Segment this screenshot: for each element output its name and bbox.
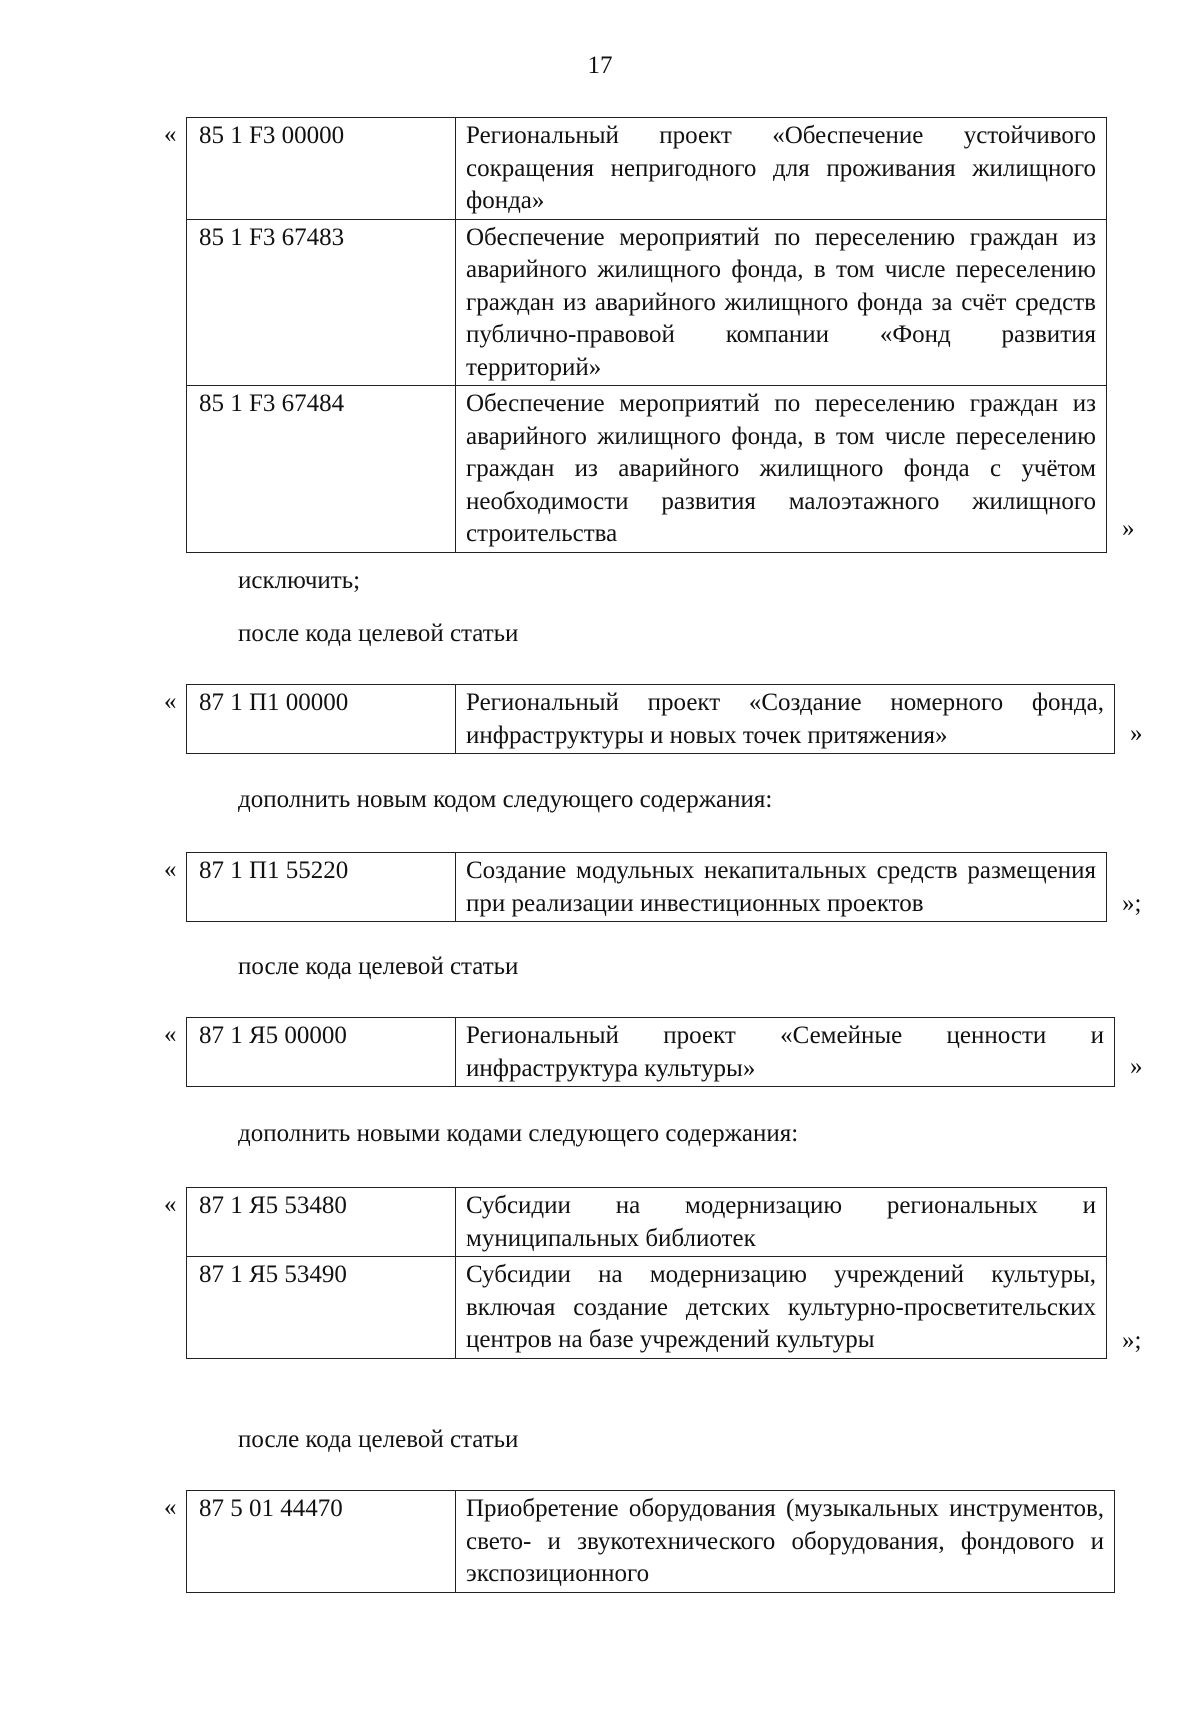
code-table [186,1187,1107,1359]
target-code: 87 1 Я5 00000 [187,1018,456,1087]
code-description: Обеспечение мероприятий по переселению граждан из аварийного жилищного фонда, в том числе переселению граждан из аварийного жилищного фонда за счёт средств публично-правовой компании «Фонд развития территорий» [456,219,1107,386]
target-code: 85 1 F3 00000 [187,118,456,220]
code-table [186,684,1115,754]
closing-quote: » [1130,720,1143,747]
target-code: 85 1 F3 67484 [187,386,456,553]
code-block-3 [164,852,1142,922]
target-code: 87 1 Я5 53480 [187,1188,456,1257]
code-description: Региональный проект «Обеспечение устойчивого сокращения непригодного для проживания жилищного фонда» [456,118,1107,220]
target-code: 87 1 П1 55220 [187,853,456,922]
code-description: Региональный проект «Создание номерного фонда, инфраструктуры и новых точек притяжения» [456,685,1115,754]
page-number: 17 [587,52,613,79]
instruction-text: после кода целевой статьи [238,1426,519,1453]
table-row [187,1491,1115,1593]
table-row [187,1018,1115,1087]
table-row [187,1188,1107,1257]
code-block-5 [164,1187,1142,1359]
code-description: Создание модульных некапитальных средств размещения при реализации инвестиционных проектов [456,853,1107,922]
table-row [187,386,1107,553]
opening-quote: « [164,1494,177,1521]
code-description: Субсидии на модернизацию региональных и муниципальных библиотек [456,1188,1107,1257]
instruction-text: дополнить новыми кодами следующего содержания: [238,1120,799,1147]
code-table [186,1490,1115,1593]
instruction-text: исключить; [238,567,361,594]
code-description: Обеспечение мероприятий по переселению граждан из аварийного жилищного фонда, в том числе переселению граждан из аварийного жилищного фонда с учётом необходимости развития малоэтажного жилищного строительства [456,386,1107,553]
opening-quote: « [164,121,177,148]
opening-quote: « [164,856,177,883]
target-code: 85 1 F3 67483 [187,219,456,386]
closing-quote: » [1122,514,1135,542]
closing-quote: »; [1122,1326,1142,1354]
code-table [186,117,1107,553]
target-code: 87 1 Я5 53490 [187,1257,456,1359]
target-code: 87 1 П1 00000 [187,685,456,754]
table-row [187,1257,1107,1359]
table-row [187,118,1107,220]
code-description: Субсидии на модернизацию учреждений культуры, включая создание детских культурно-просветительских центров на базе учреждений культуры [456,1257,1107,1359]
code-description: Приобретение оборудования (музыкальных инструментов, свето- и звукотехнического оборудования, фондового и экспозиционного [456,1491,1115,1593]
closing-quote: » [1130,1053,1143,1080]
code-block-6 [164,1490,1115,1593]
code-description: Региональный проект «Семейные ценности и инфраструктура культуры» [456,1018,1115,1087]
opening-quote: « [164,1191,177,1218]
closing-quote: »; [1122,890,1142,917]
table-row [187,685,1115,754]
table-row [187,219,1107,386]
instruction-text: дополнить новым кодом следующего содержания: [238,786,773,813]
code-table [186,852,1107,922]
code-table [186,1017,1115,1087]
opening-quote: « [164,1021,177,1048]
target-code: 87 5 01 44470 [187,1491,456,1593]
code-block-1 [164,117,1135,553]
table-row [187,853,1107,922]
opening-quote: « [164,688,177,715]
instruction-text: после кода целевой статьи [238,620,519,647]
code-block-4 [164,1017,1143,1087]
instruction-text: после кода целевой статьи [238,953,519,980]
code-block-2 [164,684,1143,754]
